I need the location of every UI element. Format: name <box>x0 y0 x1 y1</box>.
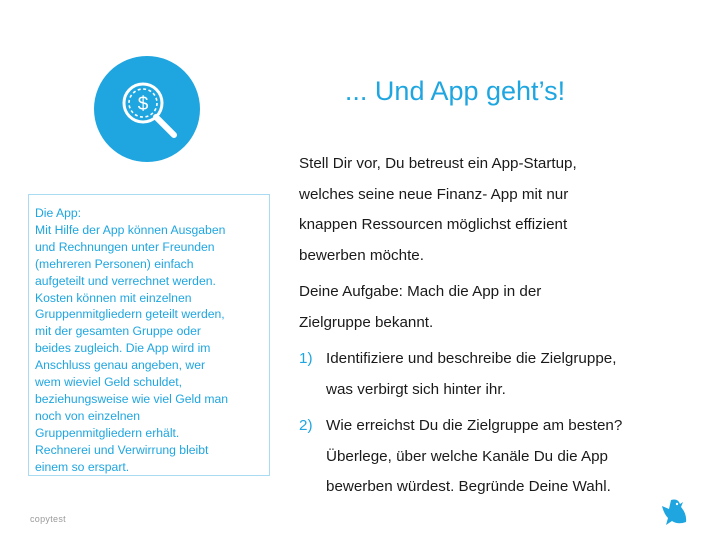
info-line: wem wieviel Geld schuldet, <box>35 375 182 390</box>
task-item-line: Überlege, über welche Kanäle Du die App <box>326 447 608 465</box>
intro-line: knappen Ressourcen möglichst effizient <box>299 216 568 233</box>
info-line: (mehreren Personen) einfach <box>35 256 194 271</box>
info-line: noch von einzelnen <box>35 408 141 423</box>
info-line: Gruppenmitgliedern erhält. <box>35 425 180 440</box>
main-content <box>299 149 709 503</box>
info-line: und Rechnungen unter Freunden <box>35 239 215 254</box>
info-line: Mit Hilfe der App können Ausgaben <box>35 222 226 237</box>
task-number: 1) <box>299 350 313 367</box>
info-line: Anschluss genau angeben, wer <box>35 358 206 373</box>
intro-line: Stell Dir vor, Du betreust ein App-Startup, <box>299 155 577 172</box>
svg-text:$: $ <box>137 94 149 115</box>
task-item-line: Identifiziere und beschreibe die Zielgruppe, <box>326 350 617 367</box>
intro-line: welches seine neue Finanz- App mit nur <box>299 185 569 203</box>
task-number: 2) <box>299 417 313 434</box>
task-line: Deine Aufgabe: Mach die App in der <box>299 283 542 300</box>
task-line: Zielgruppe bekannt. <box>299 313 434 331</box>
info-line: beziehungsweise wie viel Geld man <box>35 391 229 406</box>
info-line: Rechnerei und Verwirrung bleibt <box>35 442 209 457</box>
bird-icon <box>656 494 696 533</box>
task-text <box>326 344 709 405</box>
info-line: Gruppenmitgliedern geteilt werden, <box>35 307 225 322</box>
info-line: aufgeteilt und verrechnet werden. <box>35 273 216 288</box>
task-paragraph <box>299 277 709 338</box>
info-line: mit der gesamten Gruppe oder <box>35 324 201 339</box>
intro-paragraph <box>299 149 709 271</box>
money-search-icon <box>94 56 200 162</box>
task-item-line: was verbirgt sich hinter ihr. <box>326 380 506 398</box>
task-text <box>326 411 709 503</box>
page-title: ... Und App geht’s! <box>344 76 566 106</box>
info-line: Kosten können mit einzelnen <box>35 290 192 305</box>
info-line: beides zugleich. Die App wird im <box>35 341 211 356</box>
task-item-line: Wie erreichst Du die Zielgruppe am besten? <box>326 417 623 434</box>
app-description-box <box>28 194 270 476</box>
info-line: einem so erspart. <box>35 459 130 474</box>
info-line: Die App: <box>35 206 82 220</box>
task-item-1 <box>299 344 709 405</box>
task-item-2 <box>299 411 709 503</box>
intro-line: bewerben möchte. <box>299 246 424 264</box>
task-item-line: bewerben würdest. Begründe Deine Wahl. <box>326 478 611 495</box>
footer-brand: copytest <box>30 514 66 524</box>
